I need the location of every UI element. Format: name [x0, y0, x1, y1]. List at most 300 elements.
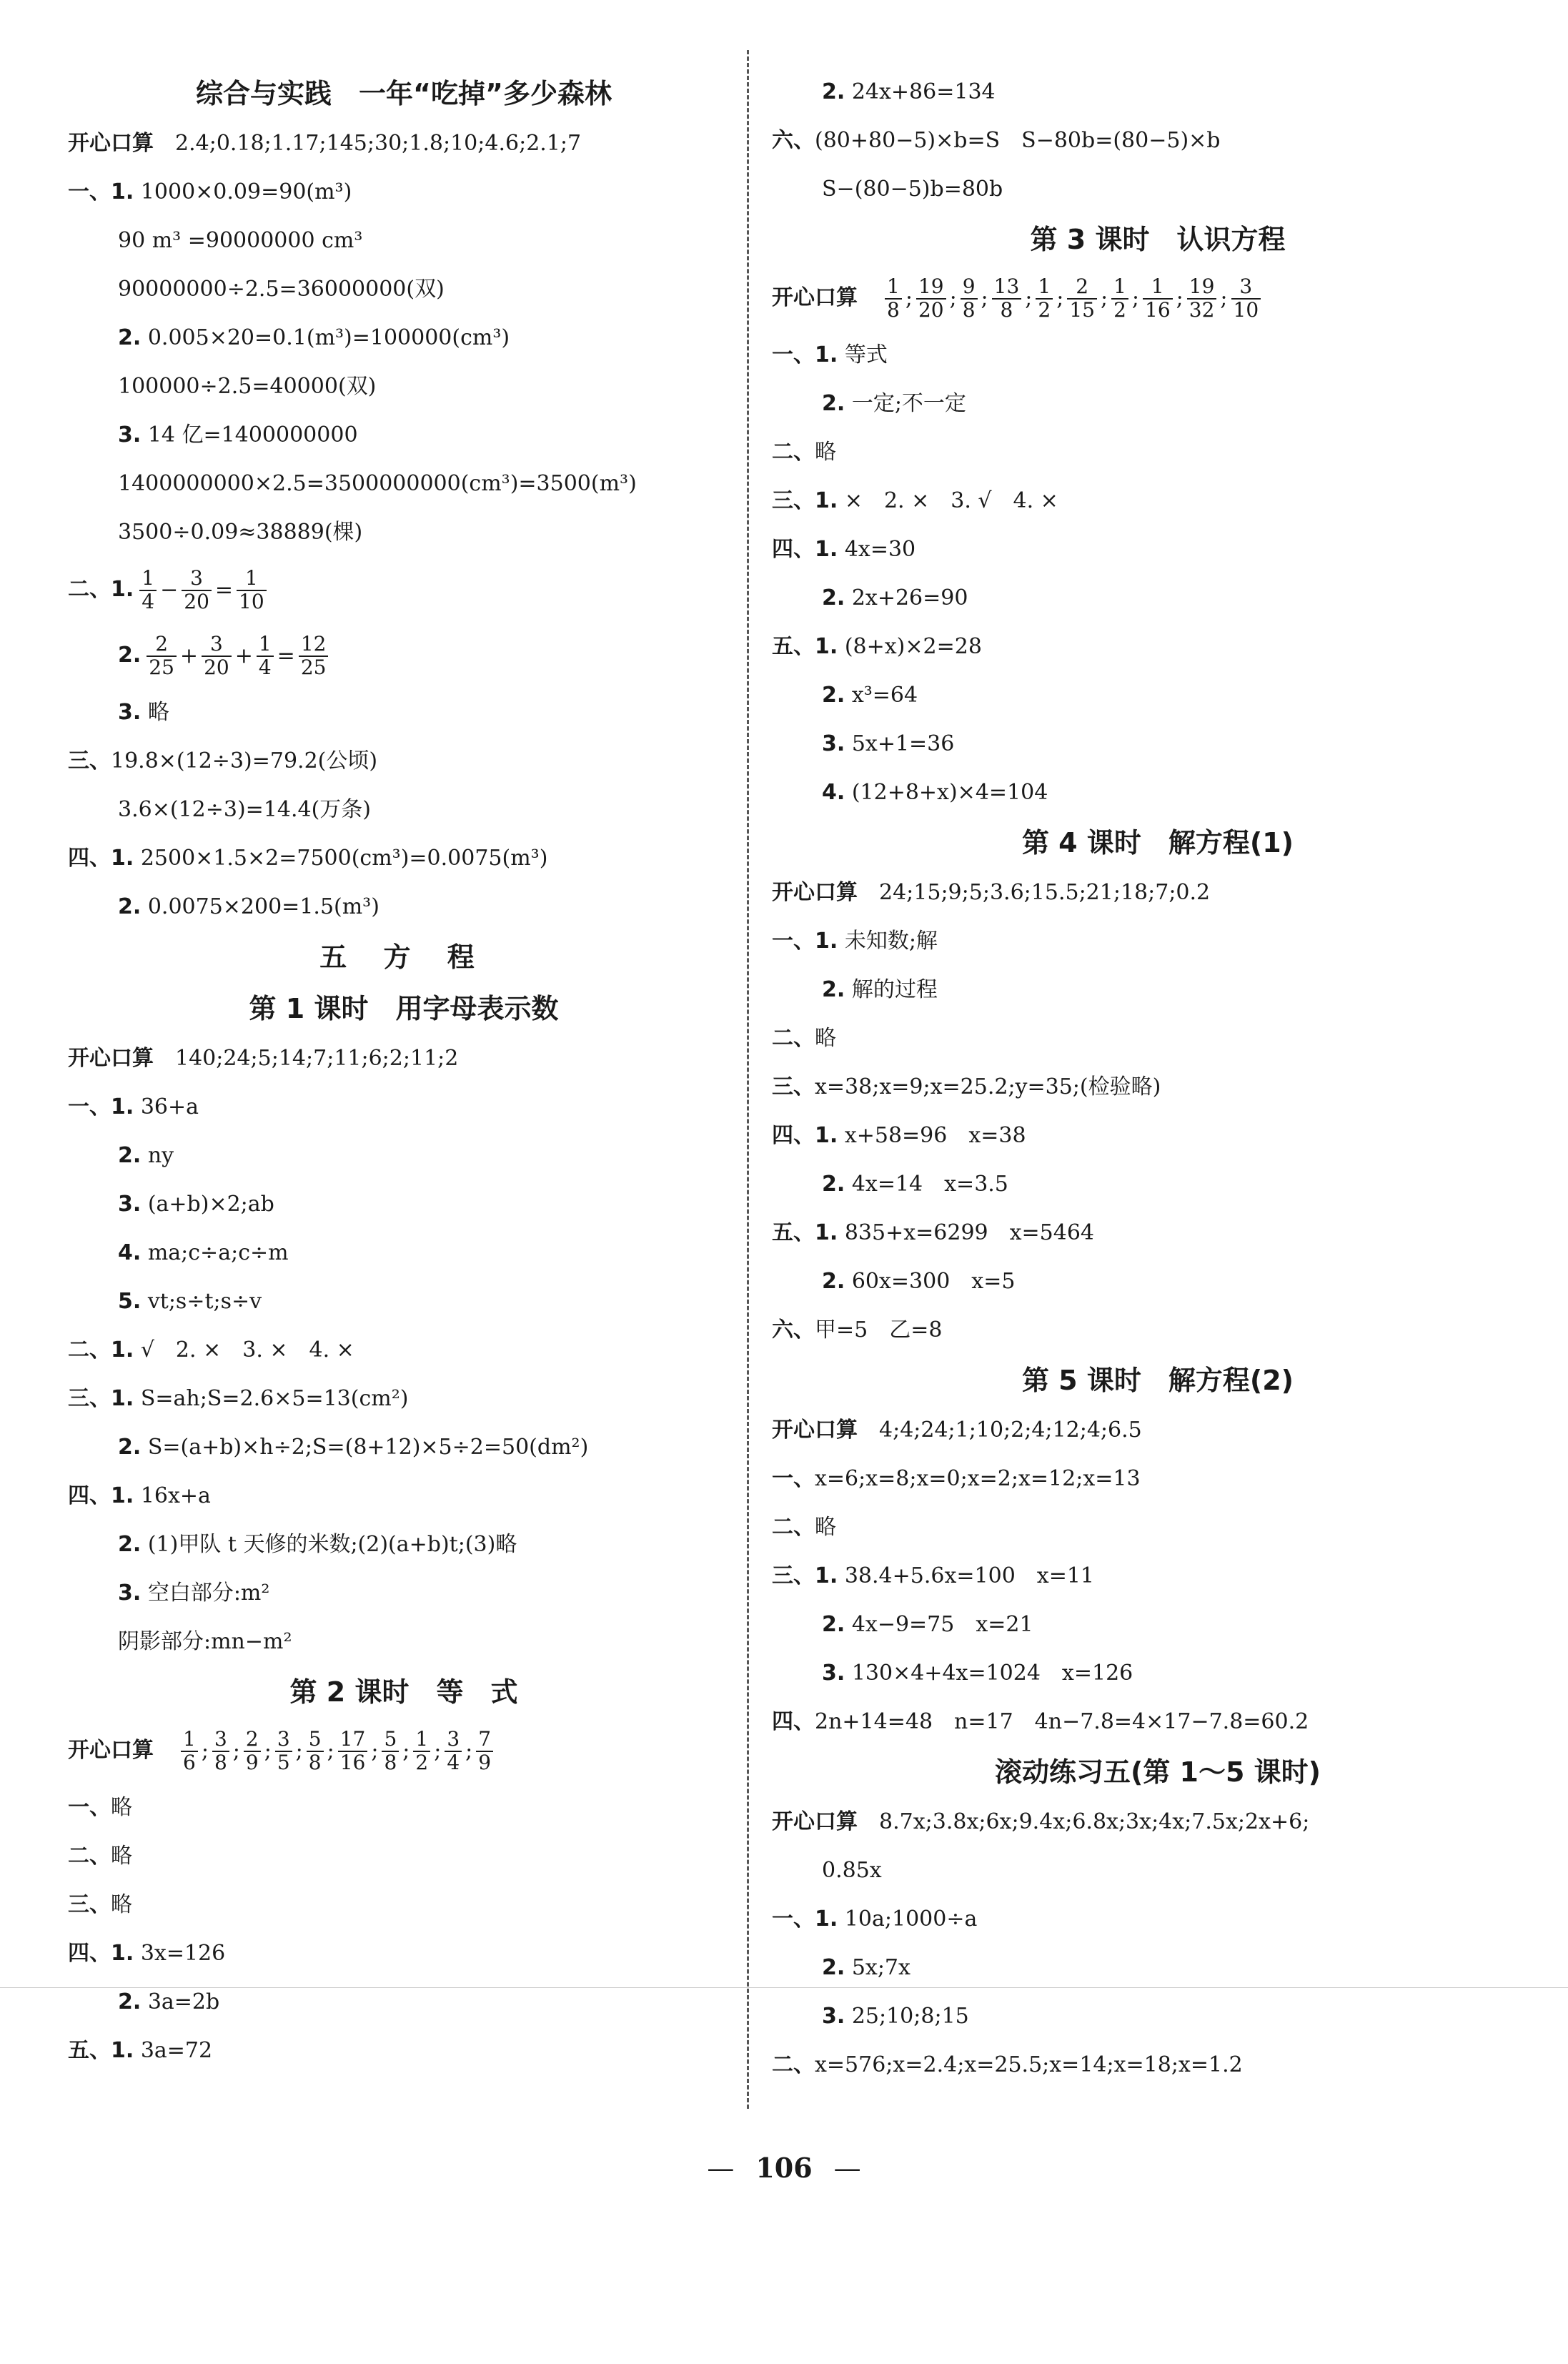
- answer-text: =: [214, 578, 234, 603]
- question-label: 3.: [822, 731, 845, 756]
- answer-text: (1)甲队 t 天修的米数;(2)(a+b)t;(3)略: [141, 1532, 517, 1557]
- fraction-denominator: 4: [447, 1751, 460, 1774]
- fraction: [182, 568, 212, 613]
- fraction: [413, 1729, 430, 1774]
- fraction-numerator: 3: [202, 633, 232, 657]
- answer-line: [772, 1992, 1544, 2041]
- answer-line: [772, 2041, 1544, 2089]
- answer-line: [68, 168, 740, 217]
- fraction: [1187, 276, 1217, 322]
- answer-text: 16x+a: [134, 1483, 211, 1508]
- answer-text: ;: [949, 286, 957, 311]
- answer-line: [772, 768, 1544, 817]
- question-label: 一、1.: [772, 929, 838, 954]
- answer-line: [772, 1306, 1544, 1355]
- question-label: 三、1.: [68, 1386, 134, 1411]
- fraction-denominator: 20: [204, 656, 229, 679]
- answer-text: ;: [327, 1739, 334, 1764]
- question-label: 开心口算: [772, 1418, 858, 1443]
- question-label: 二、: [772, 2052, 815, 2077]
- answer-line: [68, 1229, 740, 1277]
- fraction-numerator: 7: [476, 1729, 493, 1752]
- answer-text: ;: [1025, 286, 1033, 311]
- answer-text: 解的过程: [845, 977, 938, 1002]
- answer-line: [68, 834, 740, 883]
- answer-line: [772, 966, 1544, 1014]
- fraction-denominator: 16: [1145, 298, 1171, 322]
- answer-text: 8.7x;3.8x;6x;9.4x;6.8x;3x;4x;7.5x;2x+6;: [858, 1809, 1310, 1834]
- answer-text: 835+x=6299 x=5464: [838, 1220, 1095, 1245]
- fraction: [1111, 276, 1128, 322]
- fraction-numerator: 1: [257, 633, 274, 657]
- fraction-denominator: 5: [277, 1751, 290, 1774]
- question-label: 3.: [118, 422, 142, 447]
- question-label: 4.: [822, 780, 845, 805]
- answer-line: [68, 1034, 740, 1083]
- answer-text: 略: [815, 440, 836, 465]
- answer-line: [772, 1649, 1544, 1698]
- section-heading: 第 2 课时 等 式: [289, 1676, 518, 1708]
- answer-line: [772, 1552, 1544, 1601]
- answer-text: [156, 1718, 177, 1784]
- question-label: 2.: [822, 1269, 845, 1294]
- fraction-denominator: 2: [1038, 298, 1051, 322]
- answer-line: [772, 1895, 1544, 1944]
- answer-text: 一定;不一定: [845, 391, 966, 416]
- answer-text: 未知数;解: [838, 929, 938, 954]
- fraction-numerator: 5: [307, 1729, 324, 1752]
- answer-text: x³=64: [845, 683, 918, 708]
- fraction-numerator: 3: [1231, 276, 1261, 300]
- question-label: 三、: [68, 1892, 111, 1917]
- page-dash-left: —: [707, 2152, 735, 2184]
- answer-text: x+58=96 x=38: [838, 1123, 1026, 1148]
- fraction: [147, 633, 177, 679]
- answer-line: [68, 1718, 740, 1784]
- question-label: 开心口算: [772, 285, 858, 310]
- fraction: [307, 1729, 324, 1774]
- answer-text: +: [179, 643, 199, 668]
- answer-text: 4;4;24;1;10;2;4;12;4;6.5: [858, 1418, 1142, 1443]
- fraction-numerator: 5: [382, 1729, 399, 1752]
- question-label: 开心口算: [772, 880, 858, 905]
- answer-text: 0.0075×200=1.5(m³): [141, 894, 379, 919]
- answer-text: x=6;x=8;x=0;x=2;x=12;x=13: [815, 1466, 1141, 1491]
- answer-text: ;: [264, 1739, 272, 1764]
- question-label: 一、1.: [68, 179, 134, 204]
- fraction-denominator: 9: [478, 1751, 492, 1774]
- question-label: 2.: [822, 1612, 845, 1637]
- answer-text: 3x=126: [134, 1941, 226, 1966]
- answer-line: [68, 1618, 740, 1666]
- answer-line: [772, 1112, 1544, 1160]
- answer-text: (8+x)×2=28: [838, 634, 982, 659]
- answer-text: x=576;x=2.4;x=25.5;x=14;x=18;x=1.2: [815, 2052, 1243, 2077]
- answer-text: S=(a+b)×h÷2;S=(8+12)×5÷2=50(dm²): [141, 1435, 589, 1460]
- fraction-denominator: 16: [339, 1751, 366, 1774]
- fraction-numerator: 13: [992, 276, 1022, 300]
- fraction-numerator: 1: [181, 1729, 198, 1752]
- answer-line: [772, 117, 1544, 165]
- question-label: 2.: [118, 1435, 142, 1460]
- fraction: [181, 1729, 198, 1774]
- answer-line: [772, 1257, 1544, 1306]
- question-label: 开心口算: [68, 1046, 154, 1071]
- answer-line: [772, 720, 1544, 768]
- question-label: 一、: [68, 1795, 111, 1820]
- fraction: [244, 1729, 261, 1774]
- fraction-denominator: 8: [887, 298, 900, 322]
- question-label: 四、1.: [68, 1941, 134, 1966]
- answer-line: [68, 460, 740, 508]
- question-label: 四、: [772, 1709, 815, 1734]
- fraction-denominator: 8: [308, 1751, 322, 1774]
- question-label: 2.: [118, 643, 142, 668]
- answer-line: [68, 1978, 740, 2027]
- question-label: 2.: [118, 1532, 142, 1557]
- answer-line: [68, 557, 740, 623]
- answer-text: 25;10;8;15: [845, 2004, 969, 2029]
- answer-text: +: [234, 643, 253, 668]
- fraction-numerator: 9: [961, 276, 978, 300]
- answer-text: vt;s÷t;s÷v: [141, 1289, 262, 1314]
- page-number-text: 106: [755, 2152, 813, 2184]
- answer-line: [68, 1520, 740, 1569]
- answer-text: 5x;7x: [845, 1955, 910, 1980]
- answer-text: ;: [1131, 286, 1139, 311]
- answer-text: 略: [111, 1795, 132, 1820]
- answer-line: [68, 1326, 740, 1375]
- answer-text: √ 2. × 3. × 4. ×: [134, 1337, 354, 1362]
- left-column: [68, 68, 740, 2075]
- answer-text: 3500÷0.09≈38889(棵): [118, 520, 363, 545]
- answer-text: 空白部分:m²: [141, 1581, 270, 1606]
- fraction-denominator: 20: [918, 298, 944, 322]
- answer-text: ma;c÷a;c÷m: [141, 1240, 289, 1265]
- question-label: 二、: [772, 1026, 815, 1051]
- section-heading: 综合与实践 一年“吃掉”多少森林: [196, 78, 612, 109]
- question-label: 二、: [68, 1844, 111, 1869]
- answer-line: [772, 1209, 1544, 1257]
- answer-line: [772, 869, 1544, 917]
- fraction-denominator: 10: [1233, 298, 1259, 322]
- answer-line: [772, 1160, 1544, 1209]
- answer-line: [68, 883, 740, 931]
- fraction-numerator: 1: [1111, 276, 1128, 300]
- answer-text: (80+80−5)×b=S S−80b=(80−5)×b: [815, 128, 1221, 153]
- question-label: 4.: [118, 1240, 142, 1265]
- answer-text: 4x=14 x=3.5: [845, 1172, 1008, 1197]
- fraction-denominator: 25: [300, 656, 327, 679]
- answer-line: [68, 1180, 740, 1229]
- answer-line: [68, 688, 740, 737]
- answer-text: 3.6×(12÷3)=14.4(万条): [118, 797, 371, 822]
- question-label: 2.: [118, 325, 142, 350]
- answer-text: ;: [201, 1739, 209, 1764]
- question-label: 一、1.: [772, 1906, 838, 1932]
- question-label: 六、: [772, 128, 815, 153]
- question-label: 2.: [822, 977, 845, 1002]
- answer-line: [68, 119, 740, 168]
- fraction: [476, 1729, 493, 1774]
- answer-text: 5x+1=36: [845, 731, 955, 756]
- question-label: 2.: [822, 1955, 845, 1980]
- answer-text: ;: [1100, 286, 1108, 311]
- question-label: 2.: [822, 585, 845, 610]
- answer-line: [68, 1132, 740, 1180]
- right-column: [772, 68, 1544, 2089]
- question-label: 一、1.: [68, 1094, 134, 1119]
- question-label: 2.: [118, 894, 142, 919]
- answer-text: 略: [141, 700, 169, 725]
- answer-text: ;: [1176, 286, 1184, 311]
- answer-text: 略: [111, 1892, 132, 1917]
- answer-text: ;: [232, 1739, 240, 1764]
- question-label: 5.: [118, 1289, 142, 1314]
- answer-text: 90 m³ =90000000 cm³: [118, 228, 363, 253]
- answer-text: 24x+86=134: [845, 79, 996, 104]
- answer-line: [772, 331, 1544, 380]
- fraction-numerator: 2: [147, 633, 177, 657]
- question-label: 六、: [772, 1317, 815, 1342]
- answer-text: ;: [434, 1739, 442, 1764]
- answer-line: [772, 428, 1544, 477]
- fraction-denominator: 4: [142, 590, 155, 613]
- answer-text: 略: [815, 1515, 836, 1540]
- question-label: 开心口算: [68, 1738, 154, 1763]
- answer-text: ;: [371, 1739, 379, 1764]
- answer-line: [772, 525, 1544, 574]
- fraction-numerator: 1: [413, 1729, 430, 1752]
- answer-text: 0.85x: [822, 1858, 882, 1883]
- answer-line: [772, 1798, 1544, 1846]
- fraction: [299, 633, 329, 679]
- fraction-numerator: 19: [1187, 276, 1217, 300]
- answer-line: [68, 362, 740, 411]
- answer-line: [772, 574, 1544, 623]
- answer-text: 90000000÷2.5=36000000(双): [118, 277, 445, 302]
- question-label: 二、1.: [68, 577, 134, 602]
- question-label: 3.: [118, 1192, 142, 1217]
- page-dash-right: —: [833, 2152, 861, 2184]
- answer-text: 36+a: [134, 1094, 199, 1119]
- answer-line: [772, 380, 1544, 428]
- question-label: 二、1.: [68, 1337, 134, 1362]
- fraction-denominator: 4: [258, 656, 272, 679]
- question-label: 3.: [118, 700, 142, 725]
- answer-text: ny: [141, 1143, 174, 1168]
- fraction: [139, 568, 157, 613]
- fraction-numerator: 3: [182, 568, 212, 591]
- fraction-numerator: 2: [1067, 276, 1097, 300]
- answer-text: 100000÷2.5=40000(双): [118, 374, 377, 399]
- answer-line: [68, 1277, 740, 1326]
- answer-text: 2x+26=90: [845, 585, 968, 610]
- section-heading: 五 方 程: [319, 941, 488, 973]
- fraction: [1067, 276, 1097, 322]
- answer-text: ;: [981, 286, 988, 311]
- answer-text: 等式: [838, 342, 888, 367]
- answer-text: −: [160, 578, 179, 603]
- answer-text: 130×4+4x=1024 x=126: [845, 1661, 1133, 1686]
- question-label: 2.: [822, 683, 845, 708]
- answer-text: ;: [905, 286, 913, 311]
- question-label: 3.: [822, 1661, 845, 1686]
- answer-text: 略: [815, 1026, 836, 1051]
- fraction-denominator: 25: [149, 656, 174, 679]
- answer-line: [68, 1375, 740, 1423]
- answer-line: [68, 1881, 740, 1929]
- fraction: [382, 1729, 399, 1774]
- answer-text: ;: [1056, 286, 1064, 311]
- fraction-denominator: 9: [245, 1751, 259, 1774]
- answer-text: (12+8+x)×4=104: [845, 780, 1048, 805]
- answer-text: 2.4;0.18;1.17;145;30;1.8;10;4.6;2.1;7: [154, 131, 582, 156]
- answer-line: [68, 1784, 740, 1832]
- question-label: 2.: [822, 391, 845, 416]
- answer-line: [772, 165, 1544, 214]
- fraction: [257, 633, 274, 679]
- question-label: 一、: [772, 1466, 815, 1491]
- answer-text: 60x=300 x=5: [845, 1269, 1016, 1294]
- answer-text: ;: [402, 1739, 410, 1764]
- answer-text: 0.005×20=0.1(m³)=100000(cm³): [141, 325, 510, 350]
- question-label: 三、: [68, 748, 111, 773]
- fraction: [202, 633, 232, 679]
- fraction-denominator: 10: [239, 590, 264, 613]
- question-label: 四、1.: [772, 1123, 838, 1148]
- question-label: 二、: [772, 440, 815, 465]
- answer-text: 4x−9=75 x=21: [845, 1612, 1033, 1637]
- answer-line: [68, 265, 740, 314]
- answer-text: 甲=5 乙=8: [815, 1317, 943, 1342]
- fraction-numerator: 1: [1036, 276, 1053, 300]
- answer-text: ;: [1220, 286, 1228, 311]
- question-label: 2.: [118, 1143, 142, 1168]
- question-label: 四、1.: [68, 846, 134, 871]
- answer-line: [772, 1014, 1544, 1063]
- answer-text: 24;15;9;5;3.6;15.5;21;18;7;0.2: [858, 880, 1211, 905]
- answer-line: [772, 1503, 1544, 1552]
- answer-text: 阴影部分:mn−m²: [118, 1629, 292, 1654]
- question-label: 四、1.: [772, 537, 838, 562]
- answer-line: [68, 314, 740, 362]
- answer-text: S−(80−5)b=80b: [822, 177, 1003, 202]
- question-label: 五、1.: [772, 634, 838, 659]
- question-label: 四、1.: [68, 1483, 134, 1508]
- fraction-denominator: 15: [1069, 298, 1095, 322]
- answer-line: [68, 411, 740, 460]
- fraction: [275, 1729, 292, 1774]
- answer-line: [772, 671, 1544, 720]
- answer-line: [772, 917, 1544, 966]
- answer-text: ;: [465, 1739, 473, 1764]
- answer-text: 3a=2b: [141, 1989, 220, 2014]
- question-label: 三、: [772, 1074, 815, 1099]
- question-label: 五、1.: [772, 1220, 838, 1245]
- section-heading: 第 4 课时 解方程(1): [1021, 827, 1294, 859]
- question-label: 一、1.: [772, 342, 838, 367]
- fraction-denominator: 2: [415, 1751, 429, 1774]
- answer-line: [68, 737, 740, 786]
- answer-line: [772, 623, 1544, 671]
- answer-text: 2n+14=48 n=17 4n−7.8=4×17−7.8=60.2: [815, 1709, 1309, 1734]
- question-label: 五、1.: [68, 2038, 134, 2063]
- answer-text: [860, 266, 881, 332]
- question-label: 三、1.: [772, 488, 838, 513]
- fraction-numerator: 1: [885, 276, 902, 300]
- fraction-numerator: 3: [445, 1729, 462, 1752]
- section-heading: 第 1 课时 用字母表示数: [249, 993, 559, 1024]
- answer-text: 10a;1000÷a: [838, 1906, 978, 1932]
- question-label: 三、1.: [772, 1563, 838, 1588]
- fraction: [338, 1729, 368, 1774]
- answer-line: [68, 217, 740, 265]
- answer-line: [68, 1929, 740, 1978]
- answer-text: 4x=30: [838, 537, 916, 562]
- fraction-denominator: 8: [214, 1751, 227, 1774]
- answer-text: ;: [295, 1739, 303, 1764]
- page-number: [0, 2152, 1568, 2184]
- answer-text: 略: [111, 1844, 132, 1869]
- answer-line: [772, 1846, 1544, 1895]
- question-label: 2.: [822, 79, 845, 104]
- answer-text: (a+b)×2;ab: [141, 1192, 274, 1217]
- fraction: [237, 568, 267, 613]
- fraction-denominator: 8: [384, 1751, 397, 1774]
- question-label: 3.: [822, 2004, 845, 2029]
- fraction: [885, 276, 902, 322]
- fraction: [916, 276, 946, 322]
- fraction-numerator: 19: [916, 276, 946, 300]
- fraction-numerator: 17: [338, 1729, 368, 1752]
- answer-text: 1000×0.09=90(m³): [134, 179, 352, 204]
- question-label: 3.: [118, 1581, 142, 1606]
- fraction-numerator: 1: [237, 568, 267, 591]
- question-label: 二、: [772, 1515, 815, 1540]
- answer-line: [68, 1832, 740, 1881]
- fraction: [961, 276, 978, 322]
- question-label: 开心口算: [772, 1809, 858, 1834]
- answer-text: x=38;x=9;x=25.2;y=35;(检验略): [815, 1074, 1161, 1099]
- fraction-denominator: 20: [184, 590, 209, 613]
- answer-line: [68, 508, 740, 557]
- answer-text: 19.8×(12÷3)=79.2(公顷): [111, 748, 378, 773]
- fraction: [212, 1729, 229, 1774]
- fraction-denominator: 8: [1000, 298, 1013, 322]
- answer-text: × 2. × 3. √ 4. ×: [838, 488, 1058, 513]
- fraction-denominator: 2: [1113, 298, 1126, 322]
- fraction-denominator: 6: [183, 1751, 196, 1774]
- answer-line: [68, 1423, 740, 1472]
- answer-line: [772, 1406, 1544, 1455]
- fraction: [992, 276, 1022, 322]
- answer-text: =: [277, 643, 295, 668]
- answer-line: [772, 1063, 1544, 1112]
- fraction: [1036, 276, 1053, 322]
- fraction-denominator: 32: [1189, 298, 1215, 322]
- question-label: 2.: [118, 1989, 142, 2014]
- answer-line: [772, 1601, 1544, 1649]
- section-heading: 滚动练习五(第 1～5 课时): [994, 1756, 1321, 1788]
- fraction-numerator: 3: [212, 1729, 229, 1752]
- answer-line: [68, 786, 740, 834]
- fraction-denominator: 8: [962, 298, 976, 322]
- answer-text: 14 亿=1400000000: [141, 422, 358, 447]
- fraction-numerator: 12: [299, 633, 329, 657]
- fraction: [1143, 276, 1173, 322]
- question-label: 开心口算: [68, 131, 154, 156]
